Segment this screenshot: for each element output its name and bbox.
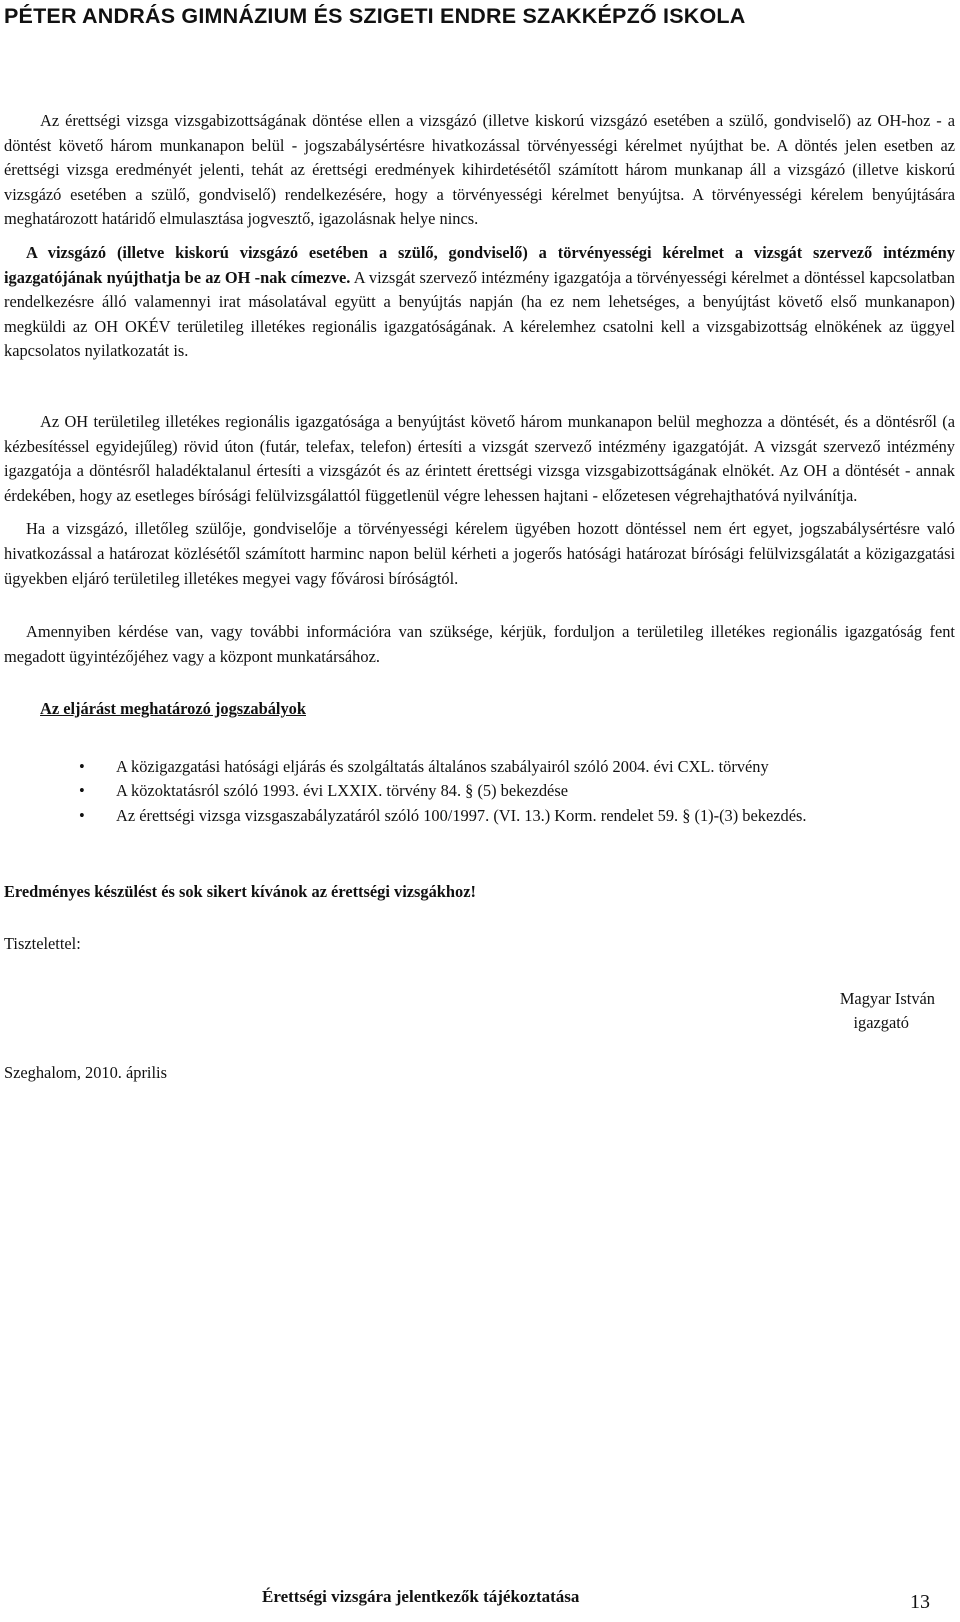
laws-section-title: Az eljárást meghatározó jogszabályok bbox=[40, 699, 306, 719]
paragraph-appeal-submission bbox=[4, 241, 955, 364]
bullet-icon: • bbox=[79, 806, 85, 826]
paragraph-court-review: Ha a vizsgázó, illetőleg szülője, gondviselője a törvényességi kérelem ügyében hozott döntéssel nem ért egyet, jogszabálysértésre való hivatkozással a határozat közlésétől számított harminc napon belül kérheti a jogerős hatósági határozat bírósági felülvizsgálatát a közigazgatási ügyekben eljáró területileg illetékes megyei vagy fővárosi bíróságtól. bbox=[4, 519, 955, 588]
footer-title: Érettségi vizsgára jelentkezők tájékoztatása bbox=[262, 1587, 580, 1606]
paragraph-appeal-submission-rest: A vizsgát szervező intézmény igazgatója a törvényességi kérelmet a döntéssel kapcsolatban rendelkezésre álló valamennyi irat másolatával együtt a benyújtás napján (ha ez nem lehetséges, a benyújtást követő első munkanapon) megküldi az OH OKÉV területileg illetékes regionális igazgatóságának. A kérelemhez csatolni kell a vizsgabizottság elnökének az üggyel kapcsolatos nyilatkozatát is. bbox=[4, 267, 955, 361]
signer-name: Magyar István bbox=[839, 988, 935, 1008]
page-header: PÉTER ANDRÁS GIMNÁZIUM ÉS SZIGETI ENDRE SZAKKÉPZŐ ISKOLA bbox=[4, 4, 746, 28]
document-body bbox=[4, 109, 955, 1086]
closing-wish: Eredményes készülést és sok sikert kívánok az érettségi vizsgákhoz! bbox=[4, 881, 476, 901]
law-list-item: • Az érettségi vizsga vizsgaszabályzatáról szóló 100/1997. (VI. 13.) Korm. rendelet 59. § (1)-(3) bekezdés. bbox=[4, 804, 955, 829]
bullet-icon: • bbox=[79, 781, 85, 801]
law-list-item: • A közigazgatási hatósági eljárás és szolgáltatás általános szabályairól szóló 2004. évi CXL. törvény bbox=[4, 755, 955, 780]
law-list-item: • A közoktatásról szóló 1993. évi LXXIX. törvény 84. § (5) bekezdése bbox=[4, 779, 955, 804]
paragraph-oh-decision: Az OH területileg illetékes regionális igazgatósága a benyújtást követő három munkanapon belül meghozza a döntését, és a döntésről (a kézbesítéssel egyidejűleg) rövid úton (futár, telefax, telefon) értesíti a vizsgát szervező intézmény igazgatóját. A vizsgát szervező intézmény igazgatója a döntésről haladéktalanul értesíti a vizsgázót és az érintett érettségi vizsga vizsgabizottságának elnökét. Az OH a döntését - annak érdekében, hogy az esetleges bírósági felülvizsgálattól függetlenül végre lehessen hajtani - előzetesen végrehajthatóvá nyilvánítja. bbox=[4, 411, 955, 505]
paragraph-appeal-submission-bold: A vizsgázó (illetve kiskorú vizsgázó esetében a szülő, gondviselő) a törvényességi kérelmet a vizsgát szervező intézmény igazgatójának nyújthatja be az OH -nak címezve. bbox=[4, 242, 955, 287]
bullet-icon: • bbox=[79, 756, 85, 776]
laws-list bbox=[4, 755, 955, 829]
paragraph-contact-info: Amennyiben kérdése van, vagy további információra van szüksége, kérjük, forduljon a területileg illetékes regionális igazgatóság fent megadott ügyintézőjéhez vagy a központ munkatársához. bbox=[4, 622, 955, 666]
salutation: Tisztelettel: bbox=[4, 934, 81, 954]
place-date: Szeghalom, 2010. április bbox=[4, 1063, 167, 1083]
page-number: 13 bbox=[910, 1591, 930, 1613]
paragraph-appeal-deadline: Az érettségi vizsga vizsgabizottságának döntése ellen a vizsgázó (illetve kiskorú vizsgázó esetében a szülő, gondviselő) az OH-hoz - a döntést követő három munkanapon belül - jogszabálysértésre hivatkozással törvényességi kérelmet nyújthat be. A döntés jelen esetben az érettségi vizsga eredményét jelenti, tehát az érettségi eredmények kihirdetésétől számított három munkanap áll a vizsgázó (illetve kiskorú vizsgázó esetében a szülő, gondviselő) rendelkezésére, hogy a törvényességi kérelmet benyújtsa. A törvényességi kérelem benyújtására meghatározott határidő elmulasztása jogvesztő, igazolásnak helye nincs. bbox=[4, 111, 955, 229]
signature-block bbox=[4, 987, 955, 1036]
signer-title: igazgató bbox=[853, 1013, 909, 1033]
